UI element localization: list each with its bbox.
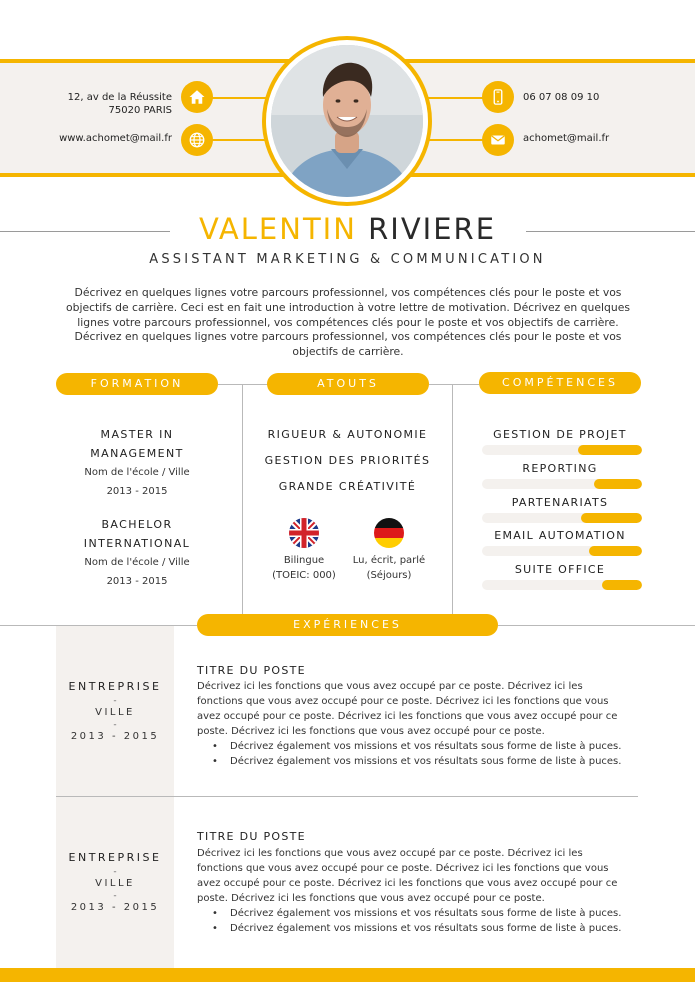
phone[interactable]: 06 07 08 09 10 (523, 92, 600, 103)
experience-title: TITRE DU POSTE (197, 830, 306, 843)
address (40, 91, 172, 117)
language-note: (TOEIC: 000) (272, 570, 336, 581)
address-line2: 75020 PARIS (108, 105, 172, 116)
globe-icon (181, 124, 213, 156)
language-caption (259, 553, 349, 583)
atout-item: RIGUEUR & AUTONOMIE (267, 428, 428, 441)
atout-item: GRANDE CRÉATIVITÉ (278, 480, 417, 493)
website[interactable]: www.achomet@mail.fr (59, 133, 172, 144)
language-level: Lu, écrit, parlé (352, 555, 426, 566)
connector-line (212, 97, 272, 99)
bullet-item: • Décrivez également vos missions et vos résultats sous forme de liste à puces. (197, 754, 637, 769)
experience-dates: 2013 - 2015 (70, 902, 160, 913)
experience-bullets (197, 906, 637, 936)
experiences-divider-right (498, 625, 695, 626)
bullet-item: • Décrivez également vos missions et vos résultats sous forme de liste à puces. (197, 921, 637, 936)
mail-icon (482, 124, 514, 156)
intro-text: Décrivez en quelques lignes votre parcours professionnel, vos compétences clés pour le poste et vos objectifs de carrière. Ceci est en fait une introduction à votre lettre de motivation. Décrivez en quelques lignes votre parcours professionnel, vos compétences clés pour le poste et vos objectifs de carrière. Décrivez en quelques lignes votre parcours professionnel, vos compétences clés pour le poste et vos objectifs de carrière. (66, 286, 630, 359)
skill-fill (578, 445, 642, 455)
atout-item: GESTION DES PRIORITÉS (264, 454, 431, 467)
skill-bar (482, 546, 642, 556)
column-divider (242, 384, 243, 614)
separator: - (113, 891, 117, 901)
company-city: VILLE (95, 878, 135, 889)
uk-flag-icon (289, 518, 319, 548)
section-divider (218, 384, 268, 385)
degree-dates: 2013 - 2015 (106, 486, 168, 497)
skill-label: GESTION DE PROJET (493, 428, 627, 441)
experience-dates: 2013 - 2015 (70, 731, 160, 742)
skill-bar (482, 445, 642, 455)
separator: - (113, 720, 117, 730)
full-name (0, 212, 695, 246)
skill-fill (581, 513, 642, 523)
last-name: RIVIERE (368, 212, 497, 246)
formation-item (56, 425, 218, 501)
experience-description: Décrivez ici les fonctions que vous avez occupé par ce poste. Décrivez ici les fonctions que vous avez occupé pour ce poste. Décrivez ici les fonctions que vous avez occupé pour ce poste. Décrivez ici les fonctions que vous avez occupé pour ce poste. Décrivez ici les fonctions que vous avez occupé pour ce poste. (197, 681, 618, 737)
language-note: (Séjours) (366, 570, 412, 581)
experience-description: Décrivez ici les fonctions que vous avez occupé par ce poste. Décrivez ici les fonctions que vous avez occupé pour ce poste. Décrivez ici les fonctions que vous avez occupé pour ce poste. Décrivez ici les fonctions que vous avez occupé pour ce poste. Décrivez ici les fonctions que vous avez occupé pour ce poste. (197, 848, 618, 904)
bullet-item: • Décrivez également vos missions et vos résultats sous forme de liste à puces. (197, 739, 637, 754)
degree-title: BACHELOR (101, 518, 173, 531)
footer-bar (0, 968, 695, 982)
formation-item (56, 515, 218, 591)
skill-label: EMAIL AUTOMATION (494, 529, 626, 542)
skill-bar (482, 479, 642, 489)
address-line1: 12, av de la Réussite (67, 92, 172, 103)
column-divider (452, 384, 453, 614)
degree-title: INTERNATIONAL (83, 537, 191, 550)
home-icon (181, 81, 213, 113)
degree-dates: 2013 - 2015 (106, 576, 168, 587)
skill-fill (594, 479, 642, 489)
first-name: VALENTIN (198, 212, 357, 246)
language-caption (344, 553, 434, 583)
connector-line (423, 139, 483, 141)
separator: - (113, 867, 117, 877)
degree-title: MANAGEMENT (90, 447, 184, 460)
experience-title: TITRE DU POSTE (197, 664, 306, 677)
skill-fill (589, 546, 642, 556)
section-atouts: ATOUTS (267, 373, 429, 395)
skill-bar (482, 513, 642, 523)
experience-separator (56, 796, 638, 797)
germany-flag-icon (374, 518, 404, 548)
skill-fill (602, 580, 642, 590)
skill-label: PARTENARIATS (511, 496, 609, 509)
school: Nom de l'école / Ville (84, 557, 190, 568)
skill-bar (482, 580, 642, 590)
experience-bullets (197, 739, 637, 769)
section-experiences: EXPÉRIENCES (197, 614, 498, 636)
phone-icon (482, 81, 514, 113)
profile-photo (271, 45, 423, 197)
section-formation: FORMATION (56, 373, 218, 395)
skill-label: REPORTING (522, 462, 598, 475)
skill-label: SUITE OFFICE (514, 563, 606, 576)
separator: - (113, 696, 117, 706)
company-name: ENTREPRISE (68, 680, 162, 693)
experience-meta (56, 680, 174, 743)
degree-title: MASTER IN (100, 428, 174, 441)
language-level: Bilingue (283, 555, 325, 566)
connector-line (423, 97, 483, 99)
school: Nom de l'école / Ville (84, 467, 190, 478)
email[interactable]: achomet@mail.fr (523, 133, 610, 144)
job-title: ASSISTANT MARKETING & COMMUNICATION (149, 252, 546, 267)
bullet-item: • Décrivez également vos missions et vos résultats sous forme de liste à puces. (197, 906, 637, 921)
company-city: VILLE (95, 707, 135, 718)
section-competences: COMPÉTENCES (479, 372, 641, 394)
company-name: ENTREPRISE (68, 851, 162, 864)
section-divider (429, 384, 479, 385)
profile-photo-frame (262, 36, 432, 206)
experience-meta (56, 851, 174, 914)
experience-sidebar (56, 626, 174, 968)
